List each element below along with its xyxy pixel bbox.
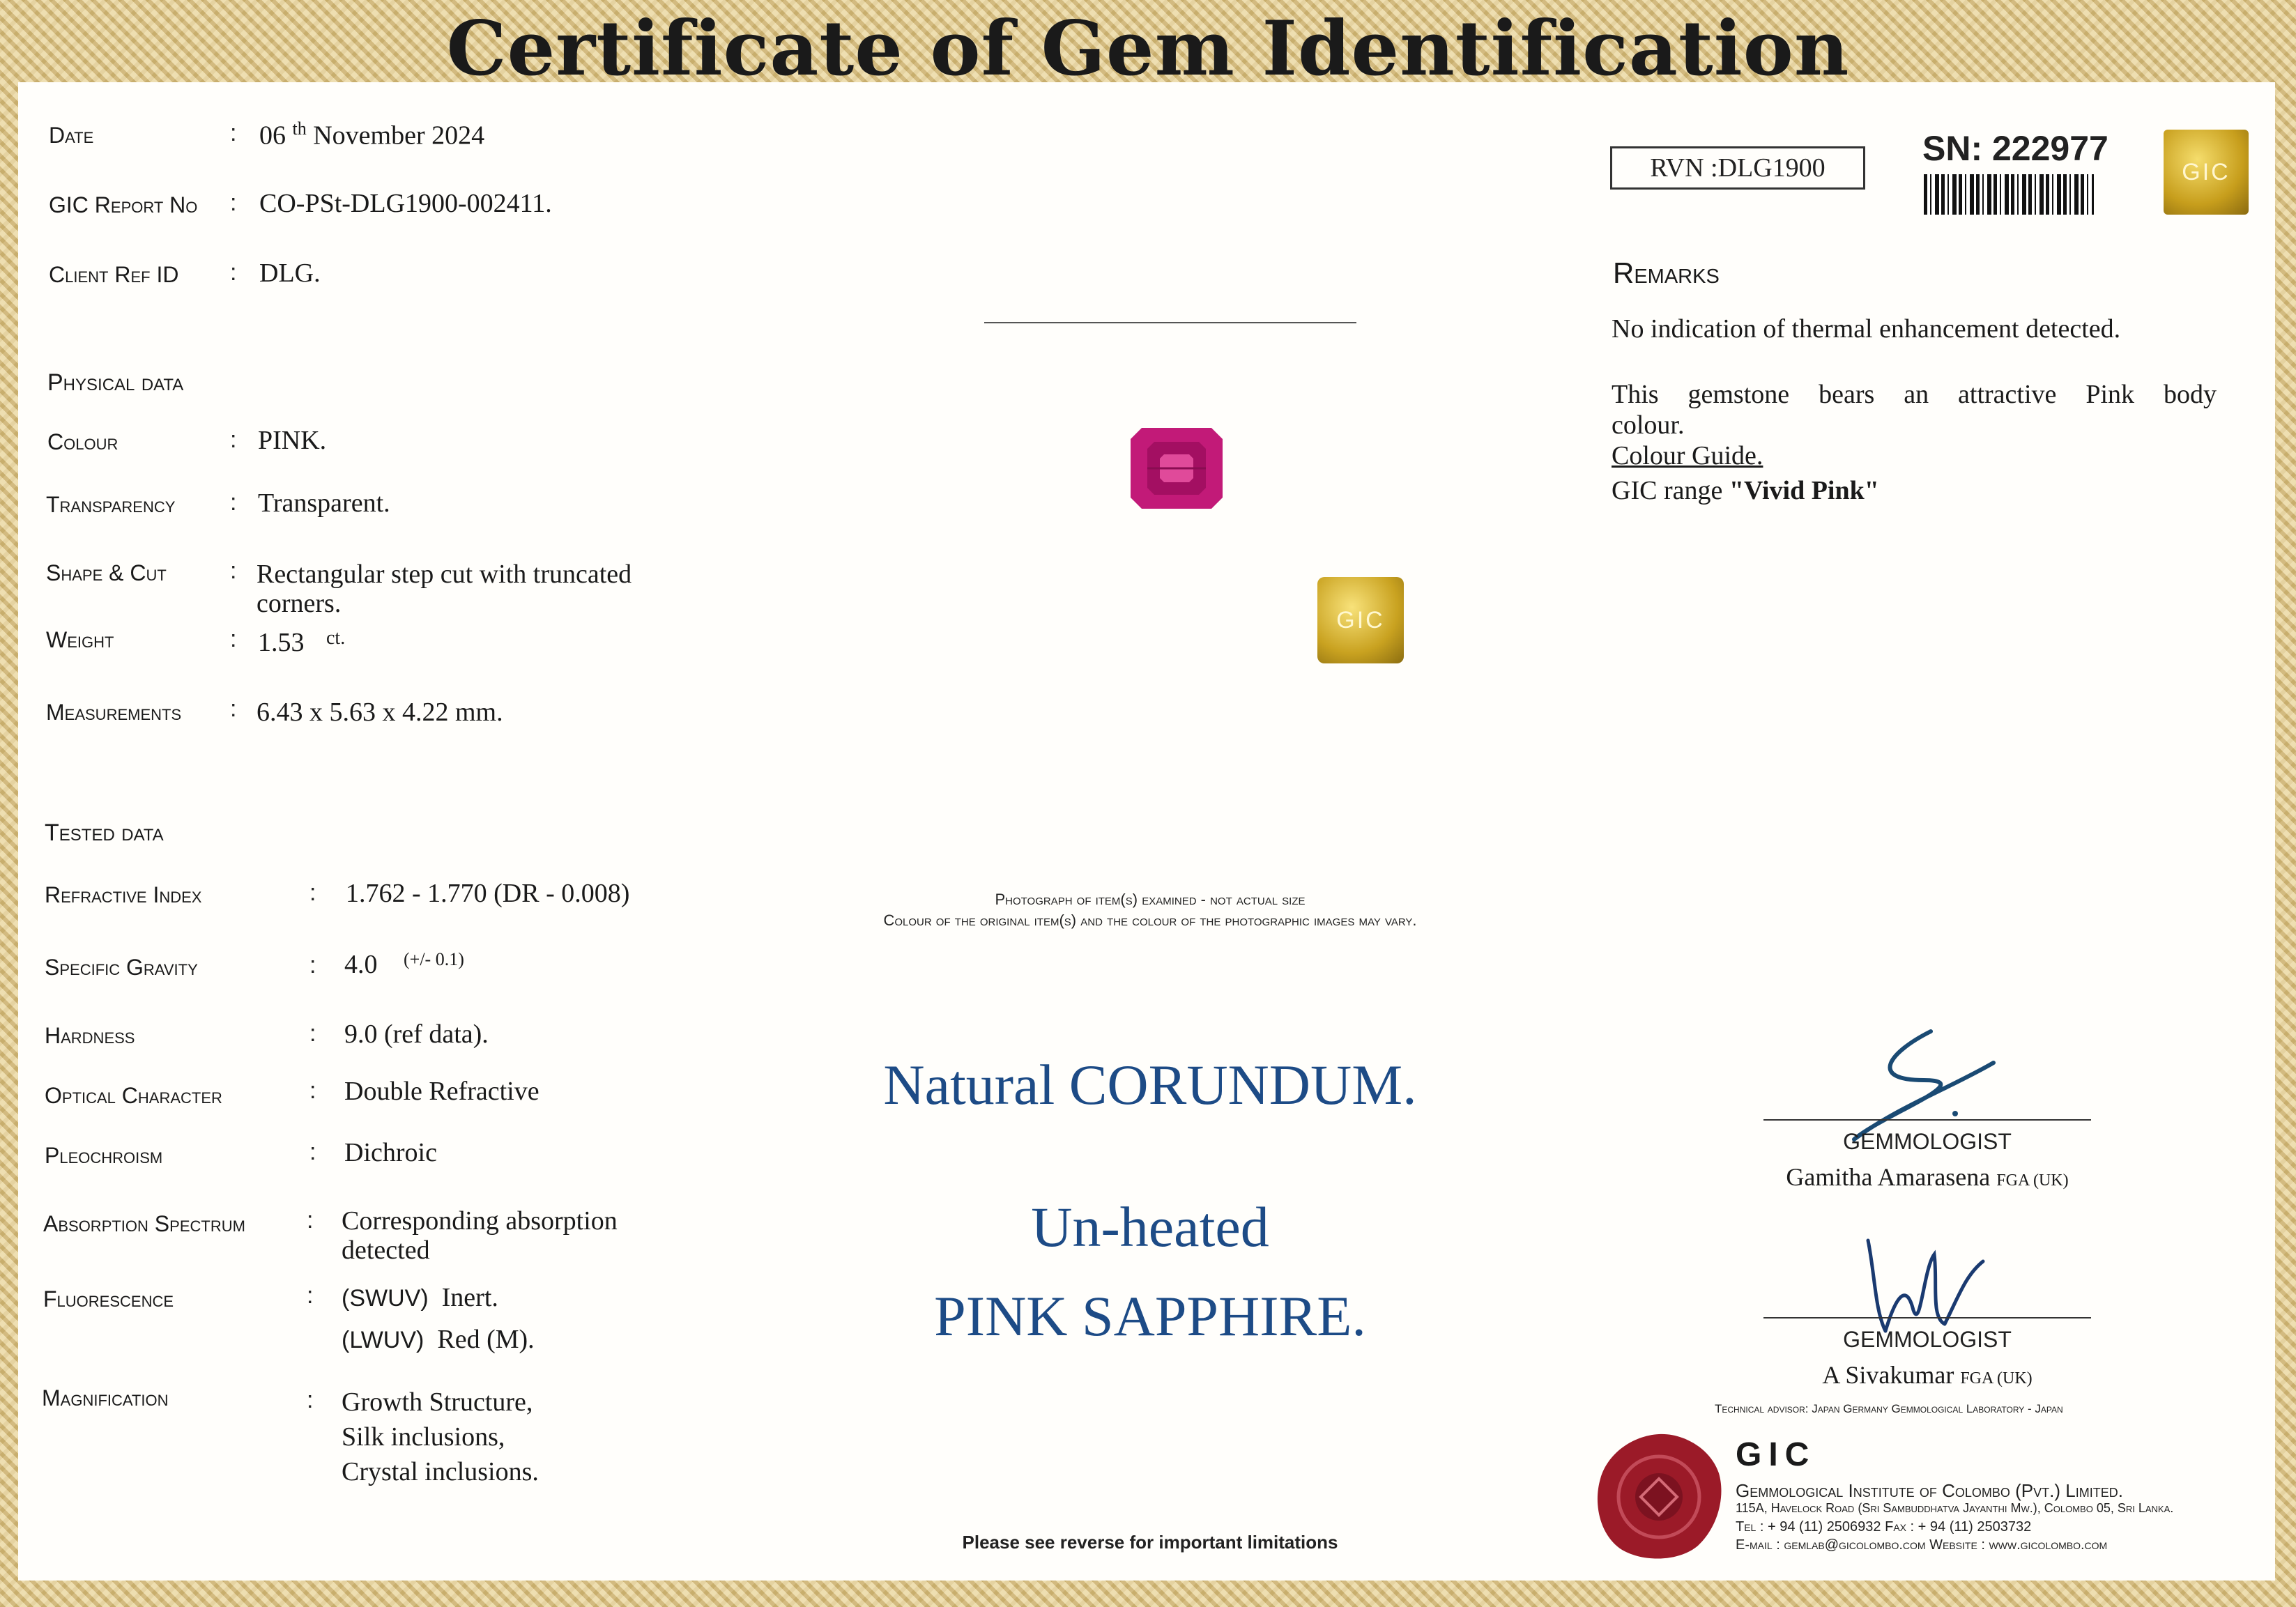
absorption-value-2: detected — [342, 1236, 430, 1265]
client-label: Client Ref ID — [49, 262, 179, 287]
shape-colon: : — [230, 558, 237, 584]
shape-value-1: Rectangular step cut with truncated — [257, 560, 632, 589]
lab-short-name: GIC — [1736, 1436, 1816, 1473]
name-1: Gamitha Amarasena FGA (UK) — [1786, 1163, 2069, 1191]
certificate-title: Certificate of Gem Identification — [446, 5, 1850, 93]
lab-contact: E-mail : gemlab@gicolombo.com Website : www.gicolombo.com — [1736, 1537, 2108, 1553]
colour-value: PINK. — [258, 426, 327, 455]
signature-2 — [1854, 1227, 1993, 1338]
optical-label: Optical Character — [45, 1083, 222, 1108]
pleochroism-label: Pleochroism — [45, 1143, 163, 1168]
magnification-1: Growth Structure, — [342, 1387, 533, 1417]
client-value: DLG. — [259, 259, 321, 288]
transparency-colon: : — [230, 489, 237, 516]
identification-line-1: Natural CORUNDUM. — [883, 1053, 1417, 1116]
weight-colon: : — [230, 626, 237, 652]
magnification-label: Magnification — [42, 1385, 169, 1410]
measurements-value: 6.43 x 5.63 x 4.22 mm. — [257, 698, 503, 727]
photo-note-1: Photograph of item(s) examined - not actual size — [995, 891, 1306, 908]
photo-note-2: Colour of the original item(s) and the colour of the photographic images may vary. — [883, 912, 1417, 929]
transparency-label: Transparency — [46, 492, 176, 517]
colour-colon: : — [230, 426, 237, 453]
shape-value-2: corners. — [257, 589, 342, 618]
name-2: A Sivakumar FGA (UK) — [1822, 1361, 2033, 1389]
absorption-label: Absorption Spectrum — [43, 1211, 245, 1236]
sg-colon: : — [309, 952, 316, 978]
fluorescence-label: Fluorescence — [43, 1286, 174, 1312]
date-colon: : — [230, 120, 237, 146]
remarks-line-2a: This gemstone bears an attractive Pink body — [1612, 380, 2217, 409]
ri-colon: : — [309, 879, 316, 906]
colour-guide-label: Colour Guide. — [1612, 441, 1763, 470]
hardness-label: Hardness — [45, 1023, 135, 1048]
lab-name: Gemmological Institute of Colombo (Pvt.) Limited. — [1736, 1480, 2123, 1501]
fluorescence-colon: : — [307, 1282, 314, 1309]
date-label: Date — [49, 123, 94, 148]
remarks-line-1: No indication of thermal enhancement detected. — [1612, 314, 2121, 344]
hardness-value: 9.0 (ref data). — [344, 1020, 489, 1049]
signature-line-2 — [1763, 1317, 2091, 1318]
pleochroism-value: Dichroic — [344, 1138, 437, 1167]
optical-value: Double Refractive — [344, 1077, 539, 1106]
absorption-colon: : — [307, 1207, 314, 1233]
fluorescence-sw: (SWUV) Inert. — [342, 1283, 498, 1312]
ri-label: Refractive Index — [45, 882, 202, 907]
technical-advisor: Technical advisor: Japan Germany Gemmological Laboratory - Japan — [1715, 1402, 2063, 1415]
hardness-colon: : — [309, 1020, 316, 1047]
report-value: CO-PSt-DLG1900-002411. — [259, 189, 552, 218]
serial-number: SN: 222977 — [1922, 129, 2109, 168]
shape-label: Shape & Cut — [46, 560, 167, 585]
pleochroism-colon: : — [309, 1139, 316, 1165]
report-colon: : — [230, 190, 237, 216]
serial-barcode — [1924, 174, 2094, 215]
weight-label: Weight — [46, 627, 114, 652]
identification-line-3: PINK SAPPHIRE. — [934, 1284, 1366, 1348]
measurements-label: Measurements — [46, 700, 182, 725]
absorption-value-1: Corresponding absorption — [342, 1206, 618, 1236]
gic-hologram-badge: GIC — [2164, 130, 2249, 215]
signature-line-1 — [1763, 1119, 2091, 1121]
magnification-2: Silk inclusions, — [342, 1422, 505, 1452]
colour-range: GIC range "Vivid Pink" — [1612, 476, 1879, 505]
report-label: GIC Report No — [49, 192, 198, 217]
footer-note: Please see reverse for important limitations — [962, 1532, 1338, 1553]
tested-heading: Tested data — [45, 820, 164, 846]
optical-colon: : — [309, 1077, 316, 1104]
measurements-colon: : — [230, 695, 237, 722]
ri-value: 1.762 - 1.770 (DR - 0.008) — [346, 879, 630, 908]
date-value: 06 $^{th}$ November 2024 — [259, 118, 485, 151]
gemstone-photo — [1129, 426, 1224, 510]
sg-value: 4.0 $^{(+/- 0.1)}$ — [344, 949, 464, 979]
lab-address: 115A, Havelock Road (Sri Sambuddhatva Jayanthi Mw.), Colombo 05, Sri Lanka. — [1736, 1501, 2174, 1515]
weight-value: 1.53 $^{ct.}$ — [258, 627, 346, 657]
remarks-heading: Remarks — [1613, 256, 1720, 289]
sg-label: Specific Gravity — [45, 955, 198, 980]
certificate-body — [18, 82, 2275, 1581]
rvn-box: RVN :DLG1900 — [1610, 146, 1865, 190]
identification-line-2: Un-heated — [1031, 1195, 1269, 1259]
role-1: GEMMOLOGIST — [1843, 1129, 2012, 1154]
lab-phone: Tel : + 94 (11) 2506932 Fax : + 94 (11) 2503732 — [1736, 1519, 2032, 1535]
photo-rule — [984, 322, 1356, 323]
fluorescence-lw: (LWUV) Red (M). — [342, 1325, 535, 1354]
client-colon: : — [230, 259, 237, 286]
colour-label: Colour — [47, 429, 118, 454]
physical-heading: Physical data — [47, 369, 184, 396]
magnification-colon: : — [307, 1387, 314, 1413]
transparency-value: Transparent. — [258, 489, 390, 518]
role-2: GEMMOLOGIST — [1843, 1327, 2012, 1352]
remarks-line-2b: colour. — [1612, 410, 1685, 440]
magnification-3: Crystal inclusions. — [342, 1457, 539, 1486]
gic-hologram-seal: GIC — [1317, 577, 1404, 663]
wax-seal-icon — [1592, 1430, 1726, 1562]
